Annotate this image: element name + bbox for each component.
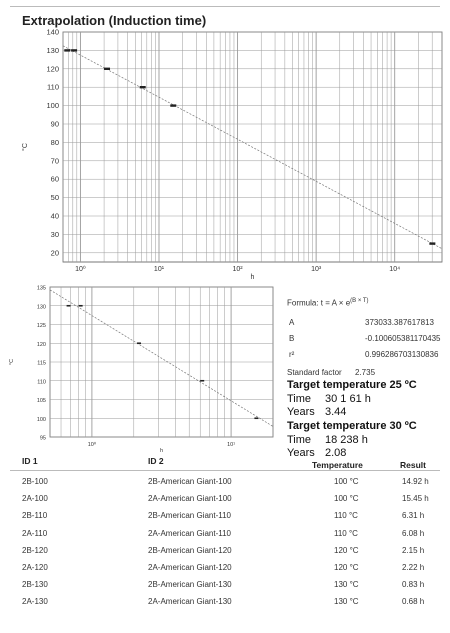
inset-data-point — [137, 342, 141, 344]
target-30-time-label: Time — [287, 434, 312, 446]
main-xtick-label: 10² — [232, 266, 243, 273]
main-ytick-label: 80 — [50, 137, 59, 147]
inset-fit-line — [50, 290, 273, 427]
inset-x-axis-label: h — [159, 448, 164, 454]
cell-result: 15.45 h — [402, 494, 429, 504]
main-ytick-label: 120 — [46, 64, 59, 74]
inset-ytick-label: 120 — [36, 341, 46, 348]
cell-id2: 2B-American Giant-130 — [148, 580, 232, 590]
main-ytick-label: 130 — [46, 45, 59, 55]
cell-result: 0.83 h — [402, 580, 425, 590]
target-25-time-value: 30 1 61 h — [325, 393, 371, 405]
cell-id1: 2A-130 — [22, 597, 48, 607]
target-25-years-value: 3.44 — [325, 406, 347, 418]
main-ytick-label: 90 — [50, 119, 59, 129]
main-data-point — [104, 68, 110, 70]
param-b-value: -0.100605381170435 — [365, 334, 441, 343]
cell-temperature: 110 °C — [334, 511, 358, 521]
main-x-axis-label: h — [250, 274, 255, 281]
inset-data-point — [67, 305, 71, 307]
cell-result: 2.15 h — [402, 545, 425, 555]
cell-id1: 2A-120 — [22, 563, 48, 572]
header-result: Result — [400, 460, 426, 470]
cell-id2: 2A-American Giant-100 — [148, 494, 232, 504]
standard-factor-value: 2.735 — [355, 368, 376, 377]
target-25-years-label: Years — [287, 406, 315, 418]
main-ytick-label: 110 — [47, 82, 59, 92]
table-row — [0, 491, 450, 507]
cell-id1: 2A-100 — [22, 494, 48, 504]
header-temperature: Temperature — [312, 460, 363, 470]
main-ytick-label: 50 — [50, 193, 59, 203]
main-ytick-label: 70 — [50, 156, 59, 166]
param-a-label: A — [289, 318, 295, 327]
inset-ytick-label: 115 — [37, 360, 46, 367]
formula-text: Formula: t = A × e — [287, 298, 351, 308]
main-ytick-label: 100 — [46, 101, 59, 111]
cell-id2: 2A-American Giant-130 — [148, 597, 232, 607]
inset-data-point — [200, 380, 204, 382]
target-30-time-value: 18 238 h — [325, 434, 368, 446]
page-title: Extrapolation (Induction time) — [22, 13, 207, 28]
inset-ytick-label: 95 — [39, 435, 46, 442]
cell-temperature: 120 °C — [334, 563, 359, 572]
header-divider — [10, 470, 440, 471]
cell-id1: 2B-130 — [22, 580, 48, 590]
table-row — [0, 508, 450, 524]
table-row — [0, 560, 450, 576]
main-xtick-label: 10⁰ — [75, 266, 86, 273]
cell-temperature: 130 °C — [334, 597, 359, 607]
inset-y-axis-label: °C — [9, 358, 15, 366]
cell-result: 6.08 h — [402, 528, 425, 538]
param-r2-label: r² — [289, 350, 295, 359]
cell-id1: 2B-120 — [22, 545, 48, 555]
target-25-time-label: Time — [287, 393, 312, 405]
table-row — [0, 577, 450, 593]
cell-temperature: 130 °C — [334, 580, 359, 590]
table-row — [0, 526, 450, 542]
cell-id2: 2A-American Giant-120 — [148, 563, 232, 572]
main-data-point — [71, 49, 77, 51]
cell-result: 2.22 h — [402, 563, 425, 572]
inset-ytick-label: 125 — [36, 323, 46, 329]
formula-exponent: (B × T) — [350, 298, 369, 304]
inset-ytick-label: 100 — [36, 416, 46, 423]
table-row — [0, 543, 450, 559]
main-fit-line — [63, 46, 442, 249]
cell-id1: 2B-110 — [22, 511, 48, 521]
cell-temperature: 110 °C — [334, 528, 358, 538]
cell-result: 14.92 h — [402, 477, 429, 486]
table-row — [0, 594, 450, 610]
cell-result: 6.31 h — [402, 511, 425, 521]
cell-temperature: 100 °C — [334, 477, 359, 486]
target-30-heading: Target temperature 30 ºC — [287, 420, 417, 432]
main-data-point — [64, 49, 70, 51]
cell-id2: 2B-American Giant-100 — [148, 477, 232, 486]
inset-ytick-label: 130 — [36, 304, 46, 311]
cell-temperature: 120 °C — [334, 545, 359, 555]
cell-temperature: 100 °C — [334, 494, 359, 504]
main-data-point — [429, 242, 435, 244]
main-xtick-label: 10⁴ — [389, 266, 401, 273]
inset-ytick-label: 135 — [36, 285, 46, 292]
main-y-axis-label: °C — [22, 143, 29, 151]
header-id1: ID 1 — [22, 456, 38, 466]
main-ytick-label: 140 — [46, 27, 59, 37]
target-30-years-label: Years — [287, 447, 315, 459]
main-ytick-label: 40 — [50, 211, 59, 221]
param-r2-value: 0.996286703130836 — [365, 350, 439, 359]
target-25-heading: Target temperature 25 ºC — [287, 379, 417, 391]
cell-id2: 2A-American Giant-110 — [148, 528, 231, 538]
inset-xtick-label: 10⁰ — [87, 442, 97, 448]
target-30-years-value: 2.08 — [325, 447, 347, 459]
header-id2: ID 2 — [148, 456, 164, 466]
main-ytick-label: 20 — [50, 248, 59, 258]
formula-label — [287, 298, 369, 308]
param-b-label: B — [289, 334, 295, 343]
inset-xtick-label: 10¹ — [227, 442, 236, 448]
cell-id2: 2B-American Giant-110 — [148, 511, 231, 521]
main-ytick-label: 30 — [50, 229, 59, 239]
main-xtick-label: 10³ — [311, 266, 322, 273]
table-row — [0, 474, 450, 490]
cell-id2: 2B-American Giant-120 — [148, 545, 232, 555]
param-a-value: 373033.387617813 — [365, 318, 434, 327]
cell-id1: 2B-100 — [22, 477, 48, 486]
inset-ytick-label: 110 — [37, 379, 46, 386]
main-data-point — [140, 86, 146, 88]
standard-factor-label: Standard factor — [287, 368, 342, 377]
cell-result: 0.68 h — [402, 597, 425, 607]
inset-data-point — [79, 305, 83, 307]
cell-id1: 2A-110 — [22, 528, 48, 538]
inset-ytick-label: 105 — [36, 398, 46, 404]
inset-data-point — [254, 417, 258, 419]
main-data-point — [170, 104, 176, 106]
main-xtick-label: 10¹ — [153, 266, 165, 273]
main-ytick-label: 60 — [50, 174, 59, 184]
